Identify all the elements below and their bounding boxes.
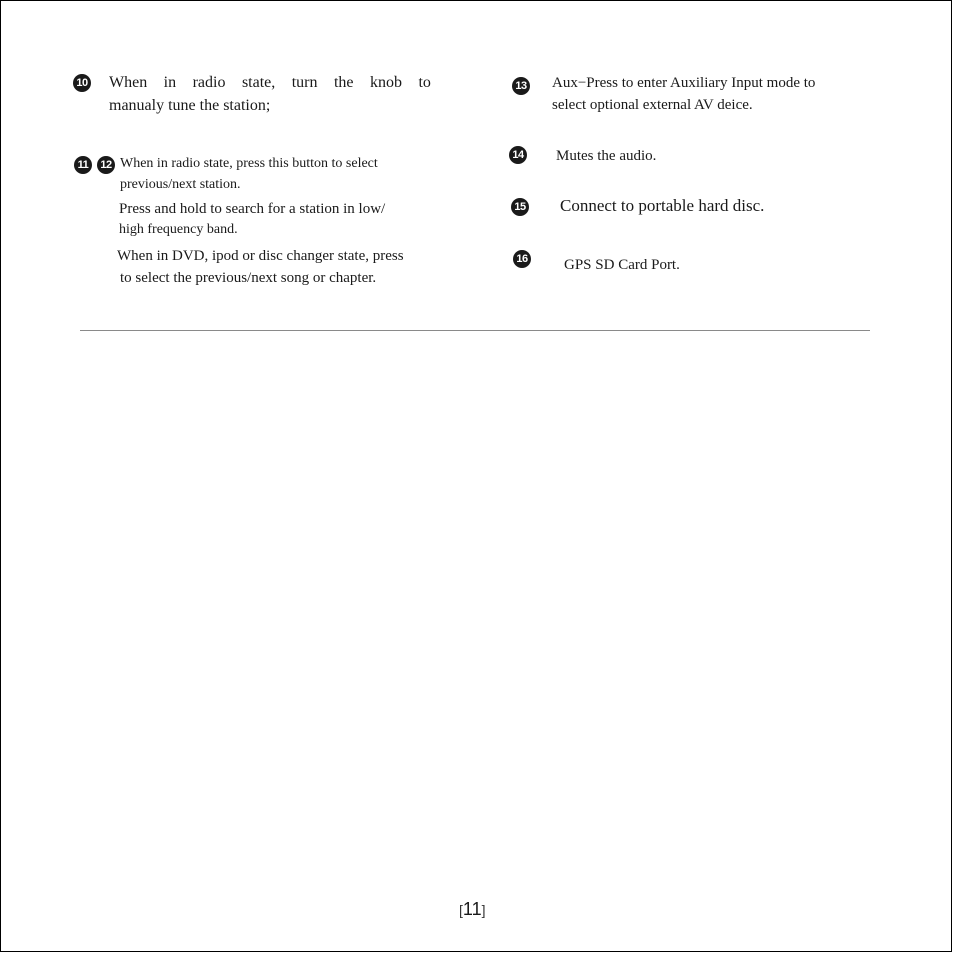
item-14-number-badge: 14 — [509, 146, 527, 164]
word: When — [109, 74, 148, 91]
word: radio — [192, 74, 226, 91]
item-11-12-para-3-line-1: When in DVD, ipod or disc changer state, press — [117, 248, 404, 264]
item-14-text: Mutes the audio. — [556, 148, 657, 164]
item-11-12-para-2-line-1: Press and hold to search for a station in low/ — [119, 201, 386, 217]
item-11-12-para-2-line-2: high frequency band. — [119, 222, 238, 237]
item-11-number-badge: 11 — [74, 156, 92, 174]
word: turn — [291, 74, 318, 91]
item-11-12-para-1-line-1: When in radio state, press this button to select — [120, 156, 378, 171]
item-12-number-badge: 12 — [97, 156, 115, 174]
page-number — [459, 899, 485, 920]
page-number-value: 11 — [462, 899, 482, 919]
word: state, — [241, 74, 276, 91]
page-number-bracket-right: ] — [481, 902, 486, 918]
item-10-line-1 — [109, 74, 431, 92]
item-11-12-para-1-line-2: previous/next station. — [120, 177, 241, 192]
item-16-number-badge: 16 — [513, 250, 531, 268]
item-15-text: Connect to portable hard disc. — [560, 196, 765, 215]
section-divider — [80, 330, 870, 331]
item-16-text: GPS SD Card Port. — [564, 257, 680, 273]
word: to — [418, 74, 431, 91]
page-number-bracket-left: [ — [459, 902, 463, 918]
word: knob — [370, 74, 402, 91]
item-13-line-1: Aux−Press to enter Auxiliary Input mode to — [552, 75, 816, 91]
item-13-number-badge: 13 — [512, 77, 530, 95]
item-10-line-2: manualy tune the station; — [109, 97, 271, 114]
word: the — [333, 74, 354, 91]
item-15-number-badge: 15 — [511, 198, 529, 216]
item-11-12-para-3-line-2: to select the previous/next song or chapter. — [120, 270, 377, 286]
item-10-number-badge: 10 — [73, 74, 91, 92]
item-13-line-2: select optional external AV deice. — [552, 97, 753, 113]
word: in — [163, 74, 177, 91]
